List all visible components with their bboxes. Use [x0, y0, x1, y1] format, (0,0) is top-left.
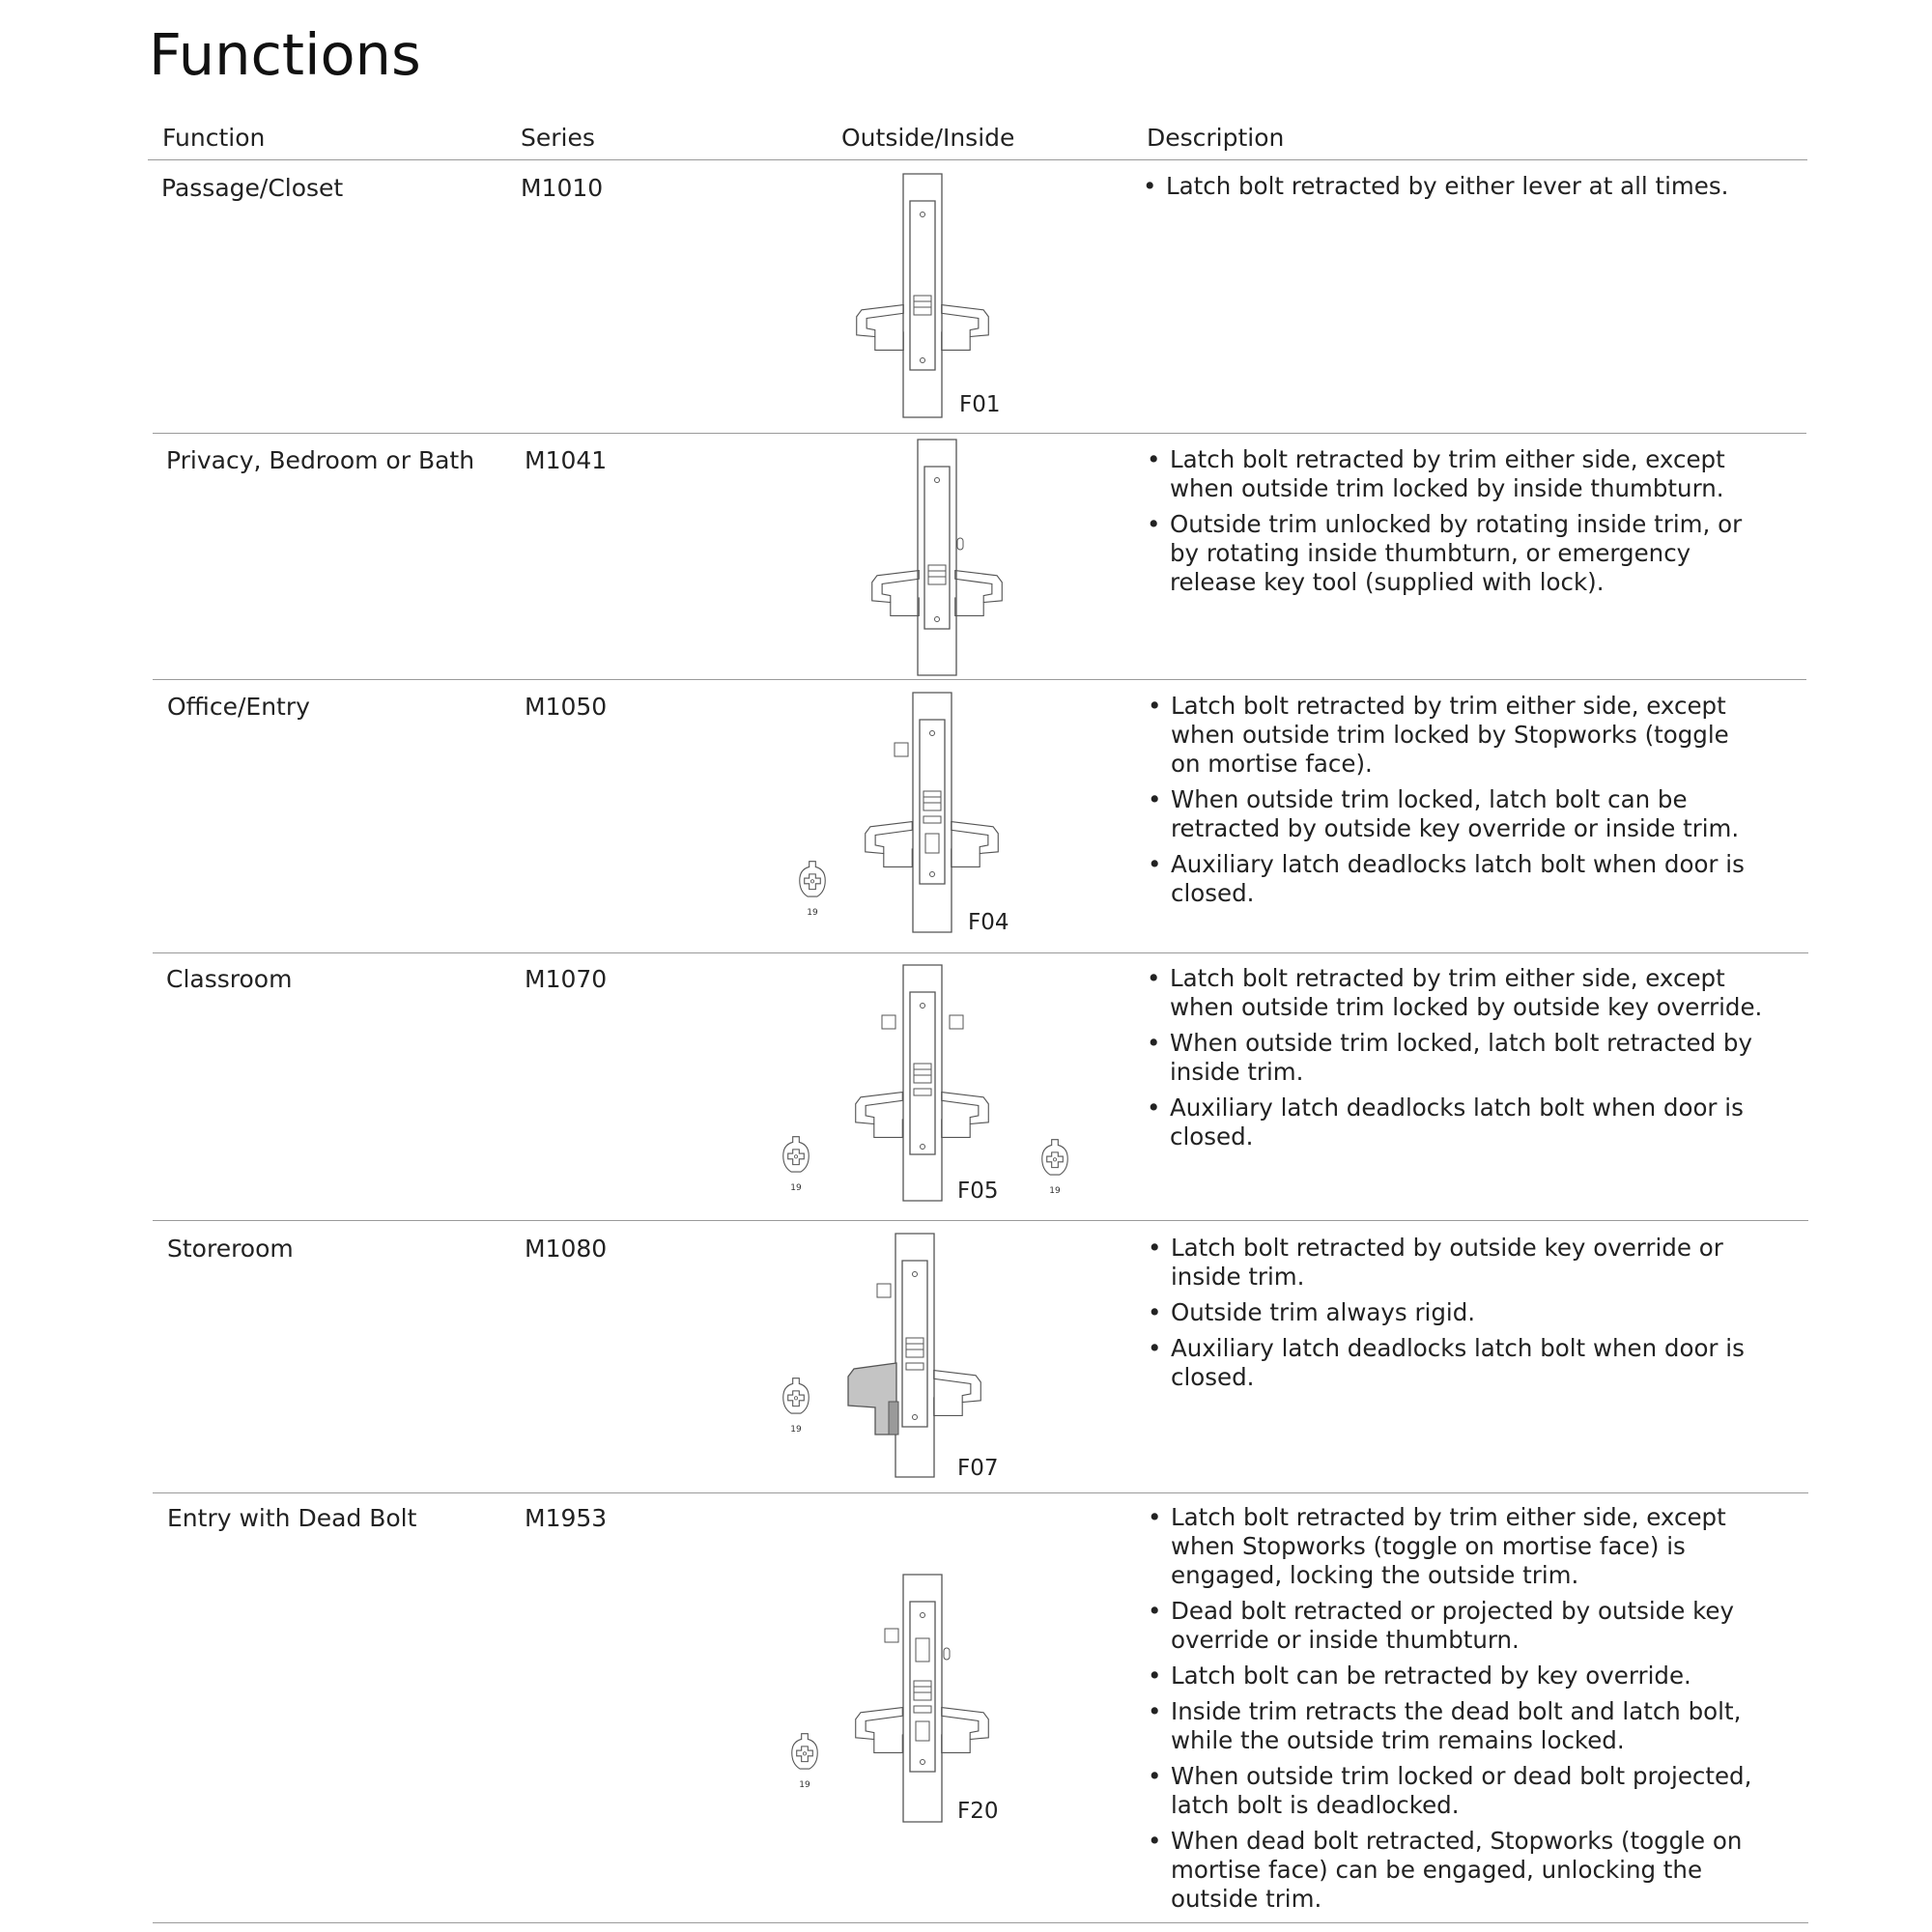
row-divider	[153, 679, 1806, 680]
key-label: 19	[790, 1183, 802, 1193]
function-code: F01	[959, 392, 1001, 417]
series-number: M1953	[525, 1504, 608, 1532]
description-item: • When outside trim locked, latch bolt retracted by inside trim.	[1147, 1029, 1765, 1087]
series-number: M1010	[521, 174, 604, 202]
function-name: Privacy, Bedroom or Bath	[166, 446, 475, 474]
function-code: F20	[957, 1799, 999, 1824]
lock-diagram	[863, 438, 1008, 677]
lock-diagram	[850, 1573, 995, 1824]
key-label: 19	[799, 1780, 810, 1790]
series-number: M1041	[525, 446, 608, 474]
header-function: Function	[162, 124, 266, 152]
page-title: Functions	[149, 21, 421, 88]
function-code: F07	[957, 1456, 999, 1481]
description-list	[1148, 692, 1766, 915]
description-list	[1143, 172, 1761, 208]
description-item: • Latch bolt retracted by either lever at all times.	[1143, 172, 1761, 201]
description-list	[1148, 1234, 1766, 1399]
row-divider	[153, 433, 1806, 434]
description-item: • Outside trim unlocked by rotating inside trim, or by rotating inside thumbturn, or emergency release key tool (supplied with lock).	[1147, 510, 1765, 597]
function-name: Office/Entry	[167, 693, 310, 721]
row-divider	[153, 1220, 1808, 1221]
function-code: F04	[968, 910, 1009, 935]
description-item: • When outside trim locked, latch bolt can be retracted by outside key override or inside trim.	[1148, 785, 1766, 843]
description-item: • Outside trim always rigid.	[1148, 1298, 1766, 1327]
row-divider	[153, 1922, 1808, 1923]
key-cylinder-icon	[794, 860, 831, 916]
header-rule	[148, 159, 1807, 160]
description-item: • When outside trim locked or dead bolt projected, latch bolt is deadlocked.	[1148, 1762, 1766, 1820]
lock-diagram	[860, 691, 1005, 934]
function-name: Classroom	[166, 965, 293, 993]
series-number: M1070	[525, 965, 608, 993]
description-list	[1147, 964, 1765, 1158]
description-item: • Latch bolt retracted by trim either side, except when outside trim locked by inside thumbturn.	[1147, 445, 1765, 503]
key-cylinder-icon	[778, 1135, 814, 1191]
description-item: • Latch bolt retracted by outside key override or inside trim.	[1148, 1234, 1766, 1292]
description-item: • When dead bolt retracted, Stopworks (toggle on mortise face) can be engaged, unlocking the outside trim.	[1148, 1827, 1766, 1914]
header-series: Series	[521, 124, 595, 152]
function-name: Passage/Closet	[161, 174, 344, 202]
function-code: F05	[957, 1179, 999, 1204]
description-item: • Latch bolt retracted by trim either side, except when outside trim locked by outside key override.	[1147, 964, 1765, 1022]
key-cylinder-icon	[1037, 1138, 1073, 1194]
key-label: 19	[790, 1425, 802, 1435]
key-cylinder-icon	[786, 1732, 823, 1788]
series-number: M1080	[525, 1235, 608, 1263]
header-outside-inside: Outside/Inside	[841, 124, 1015, 152]
key-label: 19	[807, 908, 818, 918]
description-item: • Auxiliary latch deadlocks latch bolt when door is closed.	[1147, 1094, 1765, 1151]
key-label: 19	[1049, 1186, 1061, 1196]
description-item: • Latch bolt can be retracted by key override.	[1148, 1662, 1766, 1690]
key-cylinder-icon	[778, 1377, 814, 1433]
lock-diagram	[850, 172, 995, 419]
description-item: • Auxiliary latch deadlocks latch bolt when door is closed.	[1148, 850, 1766, 908]
row-divider	[153, 952, 1808, 953]
header-description: Description	[1147, 124, 1285, 152]
series-number: M1050	[525, 693, 608, 721]
description-list	[1147, 445, 1765, 604]
function-name: Entry with Dead Bolt	[167, 1504, 417, 1532]
row-divider	[153, 1492, 1808, 1493]
description-item: • Latch bolt retracted by trim either side, except when outside trim locked by Stopworks (toggle on mortise face).	[1148, 692, 1766, 779]
function-name: Storeroom	[167, 1235, 294, 1263]
description-item: • Auxiliary latch deadlocks latch bolt when door is closed.	[1148, 1334, 1766, 1392]
description-list	[1148, 1503, 1766, 1920]
description-item: • Dead bolt retracted or projected by outside key override or inside thumbturn.	[1148, 1597, 1766, 1655]
description-item: • Inside trim retracts the dead bolt and latch bolt, while the outside trim remains locked.	[1148, 1697, 1766, 1755]
description-item: • Latch bolt retracted by trim either side, except when Stopworks (toggle on mortise face) is engaged, locking the outside trim.	[1148, 1503, 1766, 1590]
lock-diagram	[850, 963, 995, 1203]
lock-diagram	[840, 1232, 985, 1479]
